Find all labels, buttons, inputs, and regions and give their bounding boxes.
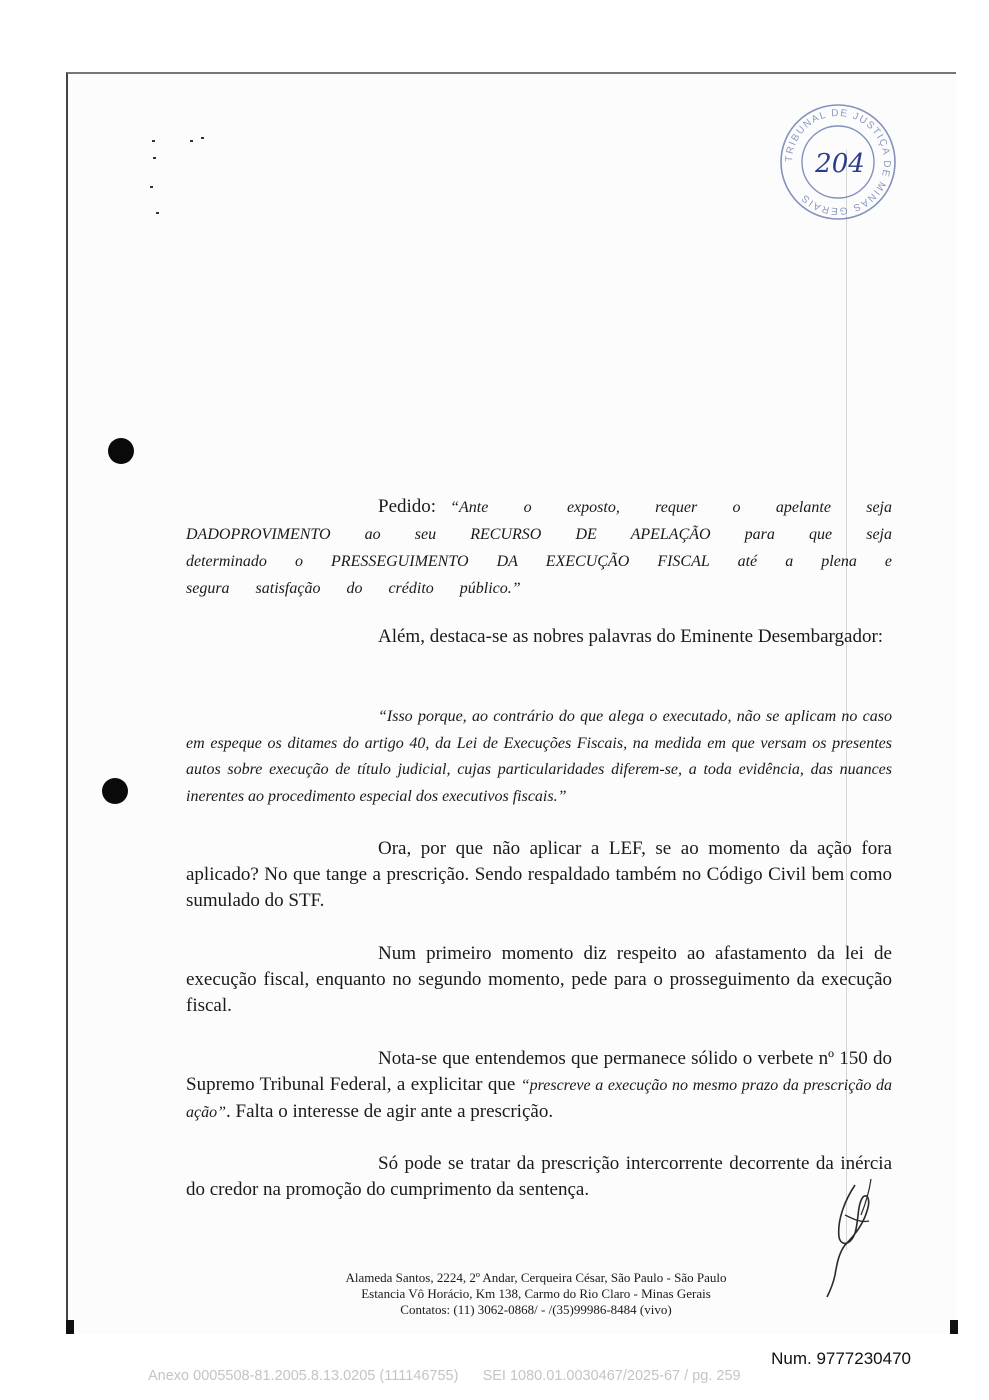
annex-reference-label: Anexo 0005508-81.2005.8.13.0205 (111146755) SEI 1080.01.0030467/2025-67 / pg. 259: [148, 1368, 741, 1384]
pedido-paragraph: [186, 494, 892, 602]
pedido-label: Pedido:: [378, 496, 437, 517]
corner-mark-right: [950, 1320, 958, 1334]
corner-mark-left: [66, 1320, 74, 1334]
pedido-quote: “Ante o exposto, requer o apelante seja DADOPROVIMENTO ao seu RECURSO DE APELAÇÃO para que seja determinado o PRESSEGUIMENTO DA EXECUÇÃO FISCAL até a plena e segura satisfação do crédito público.”: [186, 499, 892, 597]
scan-speck: [153, 157, 156, 159]
nota-paragraph: [186, 1046, 892, 1126]
punch-hole-top: [108, 438, 134, 464]
so-pode-paragraph: Só pode se tratar da prescrição intercorrente decorrente da inércia do credor na promoção do cumprimento da sentença.: [186, 1153, 892, 1200]
seal-ring-text: TRIBUNAL DE JUSTIÇA DE MINAS GERAIS: [783, 107, 893, 217]
court-seal-stamp: [778, 102, 898, 222]
scan-speck: [152, 140, 155, 142]
scan-speck: [156, 212, 159, 214]
scan-speck: [201, 137, 204, 139]
nota-text-start: Nota-se que entendemos que permanece sólido o verbete nº 150 do Supremo Tribunal Federal, a explicitar que: [186, 1048, 892, 1095]
punch-hole-bottom: [102, 778, 128, 804]
footer-address: [236, 1270, 836, 1318]
nota-quote: “prescreve a execução no mesmo prazo da prescrição da ação”: [186, 1077, 892, 1121]
footer-line-2: Estancia Vô Horácio, Km 138, Carmo do Rio Claro - Minas Gerais: [361, 1286, 711, 1301]
document-page: [66, 72, 956, 1334]
alem-paragraph: Além, destaca-se as nobres palavras do Eminente Desembargador:: [378, 626, 884, 647]
ora-paragraph: Ora, por que não aplicar a LEF, se ao momento da ação fora aplicado? No que tange a prescrição. Sendo respaldado também no Código Civil bem como sumulado do STF.: [186, 838, 892, 911]
document-number-label: Num. 9777230470: [771, 1349, 911, 1368]
scan-speck: [150, 186, 153, 188]
num-primeiro-paragraph: Num primeiro momento diz respeito ao afastamento da lei de execução fiscal, enquanto no segundo momento, pede para o prosseguimento da execução fiscal.: [186, 943, 892, 1016]
nota-text-end: . Falta o interesse de agir ante a prescrição.: [226, 1101, 554, 1122]
footer-line-3: Contatos: (11) 3062-0868/ - /(35)99986-8484 (vivo): [400, 1302, 672, 1317]
footer-line-1: Alameda Santos, 2224, 2º Andar, Cerqueira César, São Paulo - São Paulo: [345, 1270, 727, 1285]
page-number: 204: [815, 149, 865, 179]
scan-speck: [190, 140, 193, 142]
desembargador-quote: “Isso porque, ao contrário do que alega o executado, não se aplicam no caso em espeque os ditames do artigo 40, da Lei de Execuções Fiscais, na medida em que versam os presentes autos sobre execução de título judicial, cujas particularidades diferem-se, a toda evidência, das nuances inerentes ao procedimento especial dos executivos fiscais.”: [186, 708, 892, 805]
